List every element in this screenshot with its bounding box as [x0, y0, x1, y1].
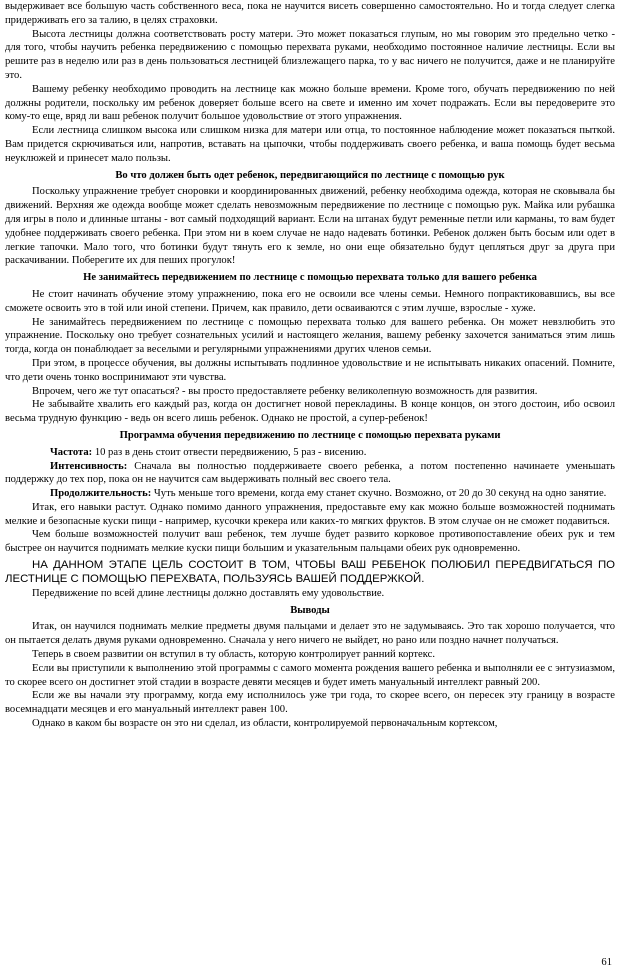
- duration-text: Чуть меньше того времени, когда ему станет скучно. Возможно, от 20 до 30 секунд на одно занятие.: [153, 488, 607, 500]
- intensity-text: Сначала вы полностью поддерживаете своего ребенка, а потом постепенно начинаете уменьшать поддержку до тех пор, пока он не научится сам выдерживать полный вес своего тела.: [5, 460, 615, 486]
- page-number: 61: [601, 957, 612, 968]
- paragraph-praise: Не забывайте хвалить его каждый раз, когда он достигнет новой перекладины. В конце концов, он этого достоин, ибо освоил весьма трудную функцию - ведь он всего лишь ребенок. Однако не простой, а супер-ребенок!: [5, 399, 615, 425]
- heading-clothing: Во что должен быть одет ребенок, передвигающийся по лестнице с помощью рук: [115, 169, 505, 181]
- heading-program: Программа обучения передвижению по лестнице с помощью перехвата руками: [119, 429, 501, 441]
- paragraph-conclusion-3: Если вы приступили к выполнению этой программы с самого момента рождения вашего ребенка и выполняли ее с энтузиазмом, то скорее всего он достигнет этой стадии в возрасте девяти месяцев и будет иметь мануальный интеллект равный 200.: [5, 662, 615, 688]
- paragraph-conclusion-5: Однако в каком бы возрасте он это ни сделал, из области, контролируемой первоначальным кортексом,: [32, 718, 498, 730]
- frequency-label: Частота:: [50, 446, 93, 458]
- paragraph-enjoyment: При этом, в процессе обучения, вы должны испытывать подлинное удовольствие и не испытывать никаких опасений. Помните, что дети очень тонко воспринимают эти чувства.: [5, 357, 615, 383]
- paragraph-ladder-height: Высота лестницы должна соответствовать росту матери. Это может показаться глупым, но мы говорим это предельно четко - для того, чтобы научить ребенка передвижению с помощью перехвата руками, необходимо постоянное наличие лестницы. Если вы решите раз в неделю или раз в день пользоваться лестницей близлежащего парка, то у вас ничего не получится, даже и не планируйте это.: [5, 28, 615, 81]
- paragraph-full-length: Передвижение по всей длине лестницы должно доставлять ему удовольствие.: [32, 587, 385, 599]
- paragraph-conclusion-4: Если же вы начали эту программу, когда ему исполнилось уже три года, то скорее всего, он пересек эту границу в возрасте восемнадцати месяцев и его мануальный интеллект равен 100.: [5, 690, 615, 716]
- paragraph-more-opportunities: Чем больше возможностей получит ваш ребенок, тем лучше будет развито корковое противопоставление обеих рук и тем быстрее он научится поднимать мелкие куски пищи большим и указательным пальцами обеих рук одновременно.: [5, 529, 615, 555]
- duration-label: Продолжительность:: [50, 488, 152, 500]
- paragraph-no-fear: Впрочем, чего же тут опасаться? - вы просто предоставляете ребенку великолепную возможность для развития.: [32, 385, 538, 397]
- paragraph-ladder-too-high: Если лестница слишком высока или слишком низка для матери или отца, то постоянное наблюдение может показаться пыткой. Вам придется скрючиваться или, напротив, вставать на цыпочки, чтобы поддерживать своего ребенка, и ваша помощь будет весьма неуклюжей и принесет мало пользы.: [5, 125, 615, 164]
- caps-statement: НА ДАННОМ ЭТАПЕ ЦЕЛЬ СОСТОИТ В ТОМ, ЧТОБЫ ВАШ РЕБЕНОК ПОЛЮБИЛ ПЕРЕДВИГАТЬСЯ ПО ЛЕСТНИЦЕ С ПОМОЩЬЮ ПЕРЕХВАТА, ПОЛЬЗУЯСЬ ВАШЕЙ ПОДДЕРЖКОЙ.: [5, 559, 615, 586]
- intensity-label: Интенсивность:: [50, 460, 128, 472]
- paragraph-time-on-ladder: Вашему ребенку необходимо проводить на лестнице как можно больше времени. Кроме того, обучать передвижению по ней должны родители, поскольку им ребенок доверяет больше всего на свете и именно им хочет подражать. Если вы передоверите это кому-то еще, вряд ли ваш ребенок получит большое удовольствие от этого упражнения.: [5, 83, 615, 123]
- heading-not-only-child: Не занимайтесь передвижением по лестнице с помощью перехвата только для вашего ребенка: [83, 272, 537, 284]
- paragraph-family-first: Не стоит начинать обучение этому упражнению, пока его не освоили все члены семьи. Немного попрактиковавшись, вы все сможете освоить это в той или иной степени. Причем, как правило, дети осваиваются с этим лучше, взрослые - хуже.: [5, 288, 615, 314]
- paragraph-skills-grow: Итак, его навыки растут. Однако помимо данного упражнения, предоставьте ему как можно больше возможностей поднимать мелкие и безопасные куски пищи - например, кусочки крекера или каких-то мягких фруктов. В этом случае он не сможет подавиться.: [5, 501, 615, 527]
- program-duration: [5, 487, 615, 501]
- paragraph-clothing: Поскольку упражнение требует сноровки и координированных движений, ребенку необходима одежда, которая не сковывала бы движений. Верхняя же одежда вообще может сделать невозможным передвижение по лестнице с помощью рук. Майка или рубашка для игры в поло и длинные штаны - вот самый подходящий вариант. Если на штанах будут ременные петли или карманы, то вам будет удобнее поддерживать своего ребенка. При этом ни в коем случае не надо надевать ботинки. Ребенок должен быть босым или одет в легкие тапочки. Мало того, что ботинки будут тянуть его к земле, но они еще обязательно будут цепляться друг за друга при раскачивании. Поберегите их для пеших прогулок!: [5, 186, 615, 267]
- paragraph-continued: выдерживает все большую часть собственного веса, пока не научится висеть совершенно самостоятельно. Но и тогда следует слегка придерживать его за талию, в целях страховки.: [5, 1, 615, 26]
- program-intensity: [5, 460, 615, 488]
- heading-conclusions: Выводы: [290, 604, 330, 616]
- paragraph-not-only-child: Не занимайтесь передвижением по лестнице с помощью перехвата только для вашего ребенка. Он может невзлюбить это упражнение. Поскольку оно требует сознательных усилий и настоящего желания, вашему ребенку захочется заниматься этим лишь тогда, когда он понаблюдает за веселыми и регулярными упражнениями других членов семьи.: [5, 316, 615, 356]
- paragraph-conclusion-2: Теперь в своем развитии он вступил в ту область, которую контролирует ранний кортекс.: [32, 649, 435, 661]
- frequency-text: 10 раз в день стоит отвести передвижению, 5 раз - висению.: [94, 446, 367, 458]
- paragraph-conclusion-1: Итак, он научился поднимать мелкие предметы двумя пальцами и делает это не задумываясь. Это так хорошо получается, что он пытается делать двумя руками одновременно. Сначала у него ничего не выйдет, но рано или поздно начнет получаться.: [5, 621, 615, 647]
- program-frequency: [5, 446, 615, 460]
